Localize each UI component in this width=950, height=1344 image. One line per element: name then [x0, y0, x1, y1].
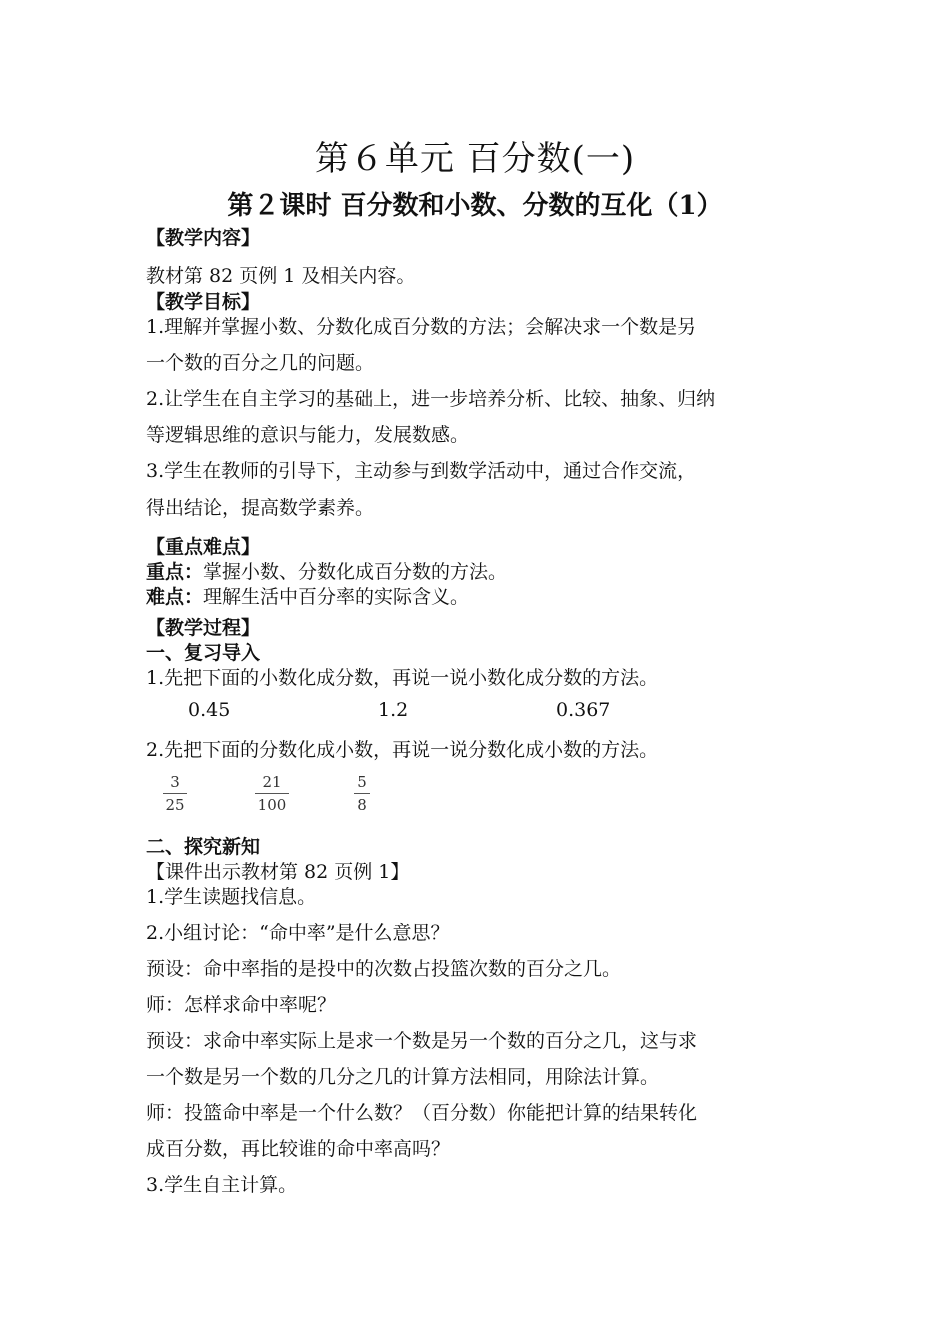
fraction-denominator: 100: [257, 796, 287, 814]
difficulty-line: [146, 582, 469, 609]
goal-2-line-2: 等逻辑思维的意识与能力，发展数感。: [146, 424, 470, 446]
step-5-line-1: 预设：求命中率实际上是求一个数是另一个数的百分之几，这与求: [146, 1030, 698, 1052]
page-title: 第６单元 百分数(一): [314, 139, 636, 179]
fraction-item: [354, 775, 370, 813]
teaching-process-heading: 【教学过程】: [146, 617, 261, 639]
difficulty-text: 理解生活中百分率的实际含义。: [203, 586, 470, 608]
fraction-numerator: 5: [357, 773, 367, 791]
step-5-line-2: 一个数是另一个数的几分之几的计算方法相同，用除法计算。: [146, 1066, 660, 1088]
teaching-goals-heading: 【教学目标】: [146, 291, 261, 313]
question-2: 2.先把下面的分数化成小数，再说一说分数化成小数的方法。: [146, 739, 659, 761]
fraction-item: [163, 775, 187, 813]
goal-1-line-1: 1.理解并掌握小数、分数化成百分数的方法；会解决求一个数是另: [146, 316, 697, 338]
goal-1-line-2: 一个数的百分之几的问题。: [146, 352, 375, 374]
step-2: 2.小组讨论：“命中率”是什么意思？: [146, 922, 450, 944]
key-points-heading: 【重点难点】: [146, 536, 261, 558]
fraction-bar: [354, 793, 370, 794]
step-1: 1.学生读题找信息。: [146, 886, 317, 908]
courseware-note: 【课件出示教材第 82 页例 1】: [146, 861, 410, 883]
goal-3-line-1: 3.学生在教师的引导下，主动参与到数学活动中，通过合作交流，: [146, 460, 697, 482]
lesson-subtitle: 第２课时 百分数和小数、分数的互化（1）: [227, 191, 723, 221]
key-point-label: 重点：: [146, 561, 204, 583]
step-6-line-1: 师：投篮命中率是一个什么数？（百分数）你能把计算的结果转化: [146, 1102, 698, 1124]
decimal-item: 0.367: [556, 699, 611, 721]
step-6-line-2: 成百分数，再比较谁的命中率高吗？: [146, 1138, 451, 1160]
step-4: 师：怎样求命中率呢？: [146, 994, 337, 1016]
part-1-heading: 一、复习导入: [146, 642, 261, 664]
teaching-content-heading: 【教学内容】: [146, 227, 261, 249]
fraction-numerator: 3: [170, 773, 180, 791]
key-point-text: 掌握小数、分数化成百分数的方法。: [203, 561, 508, 583]
goal-3-line-2: 得出结论，提高数学素养。: [146, 497, 375, 519]
decimal-item: 1.2: [378, 699, 409, 721]
step-3: 预设：命中率指的是投中的次数占投篮次数的百分之几。: [146, 958, 622, 980]
question-1: 1.先把下面的小数化成分数，再说一说小数化成分数的方法。: [146, 667, 659, 689]
difficulty-label: 难点：: [146, 586, 204, 608]
decimal-item: 0.45: [188, 699, 231, 721]
key-point-line: [146, 557, 507, 584]
fraction-numerator: 21: [262, 773, 282, 791]
fraction-denominator: 25: [165, 796, 185, 814]
fraction-denominator: 8: [357, 796, 367, 814]
step-7: 3.学生自主计算。: [146, 1174, 298, 1196]
fraction-item: [255, 775, 289, 813]
goal-2-line-1: 2.让学生在自主学习的基础上，进一步培养分析、比较、抽象、归纳: [146, 388, 716, 410]
teaching-content-text: 教材第 82 页例 1 及相关内容。: [146, 265, 416, 287]
part-2-heading: 二、探究新知: [146, 836, 261, 858]
fraction-bar: [255, 793, 289, 794]
fraction-bar: [163, 793, 187, 794]
